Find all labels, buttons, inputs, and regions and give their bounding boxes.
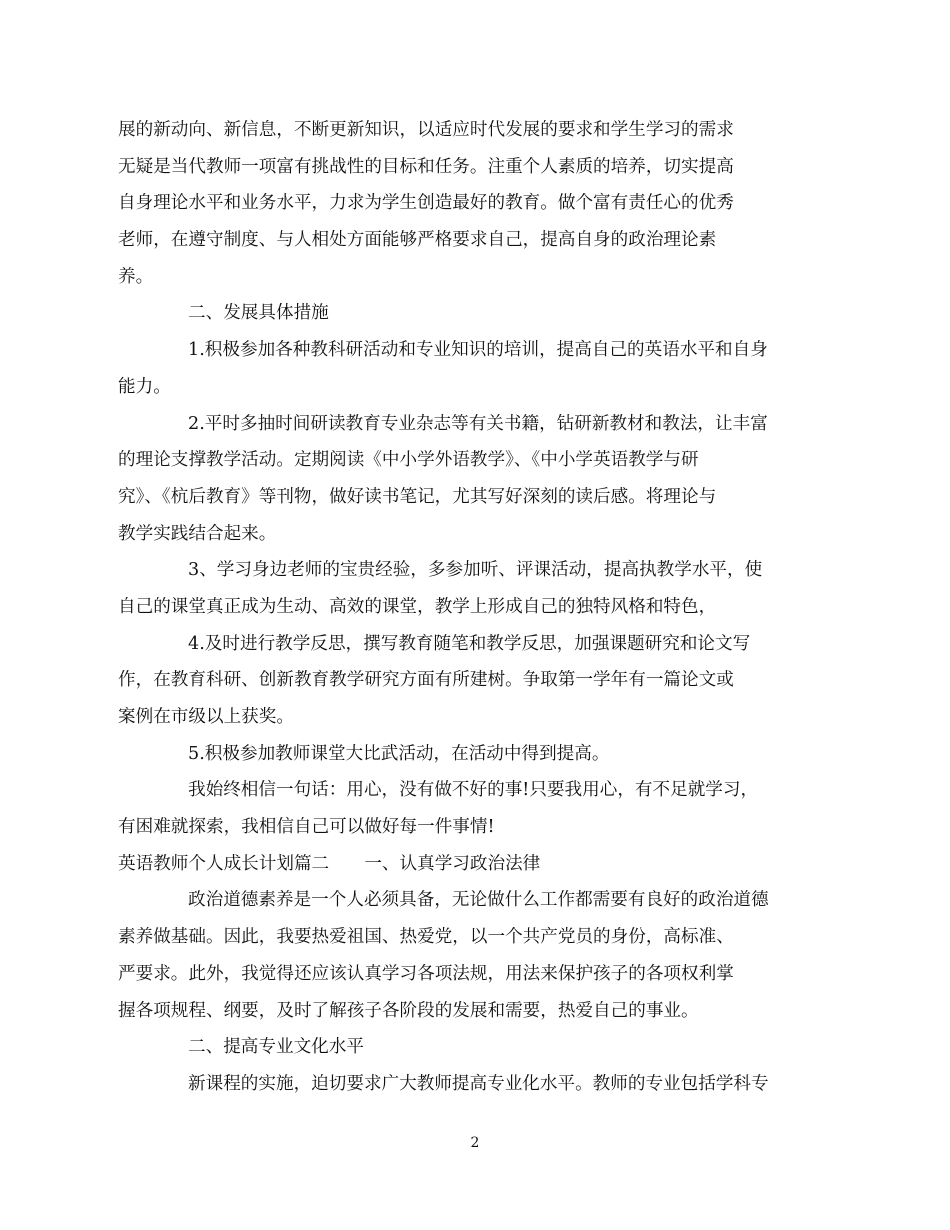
text-line: 英语教师个人成长计划篇二 一、认真学习政治法律 <box>118 853 541 874</box>
text-line: 我始终相信一句话：用心，没有做不好的事!只要我用心，有不足就学习， <box>188 780 759 801</box>
text-line: 养。 <box>118 266 154 287</box>
page-number: 2 <box>470 1135 480 1151</box>
text-line: 1.积极参加各种教科研活动和专业知识的培训，提高自己的英语水平和自身 <box>188 340 768 361</box>
text-line: 4.及时进行教学反思，撰写教育随笔和教学反思，加强课题研究和论文写 <box>188 633 751 654</box>
text-line: 二、提高专业文化水平 <box>188 1037 364 1058</box>
text-line: 新课程的实施，迫切要求广大教师提高专业化水平。教师的专业包括学科专 <box>188 1073 769 1094</box>
text-line: 二、发展具体措施 <box>188 303 329 324</box>
text-line: 无疑是当代教师一项富有挑战性的目标和任务。注重个人素质的培养，切实提高 <box>118 156 734 177</box>
text-line: 案例在市级以上获奖。 <box>118 707 294 727</box>
text-line: 能力。 <box>118 376 171 397</box>
text-line: 3、学习身边老师的宝贵经验，多参加听、评课活动，提高执教学水平，使 <box>188 560 763 581</box>
text-line: 有困难就探索，我相信自己可以做好每一件事情! <box>118 817 495 838</box>
text-line: 的理论支撑教学活动。定期阅读《中小学外语教学》、《中小学英语教学与研 <box>118 450 699 471</box>
text-line: 自身理论水平和业务水平，力求为学生创造最好的教育。做个富有责任心的优秀 <box>118 193 734 214</box>
text-line: 作，在教育科研、创新教育教学研究方面有所建树。争取第一学年有一篇论文或 <box>118 670 734 691</box>
text-line: 2.平时多抽时间研读教育专业杂志等有关书籍，钻研新教材和教法，让丰富 <box>188 413 768 434</box>
text-line: 5.积极参加教师课堂大比武活动，在活动中得到提高。 <box>188 743 610 764</box>
text-line: 究》、《杭后教育》等刊物，做好读书笔记，尤其写好深刻的读后感。将理论与 <box>118 486 717 507</box>
document-body <box>118 117 804 1108</box>
text-line: 严要求。此外，我觉得还应该认真学习各项法规，用法来保护孩子的各项权利掌 <box>118 963 734 984</box>
text-line: 政治道德素养是一个人必须具备，无论做什么工作都需要有良好的政治道德 <box>188 890 769 911</box>
text-line: 教学实践结合起来。 <box>118 523 277 544</box>
text-line: 素养做基础。因此，我要热爱祖国、热爱党，以一个共产党员的身份，高标准、 <box>118 927 734 948</box>
text-line: 握各项规程、纲要，及时了解孩子各阶段的发展和需要，热爱自己的事业。 <box>118 1000 699 1021</box>
text-line: 自己的课堂真正成为生动、高效的课堂，教学上形成自己的独特风格和特色， <box>118 596 717 617</box>
text-line: 老师，在遵守制度、与人相处方面能够严格要求自己，提高自身的政治理论素 <box>118 230 717 251</box>
text-line: 展的新动向、新信息，不断更新知识，以适应时代发展的要求和学生学习的需求 <box>118 120 734 140</box>
